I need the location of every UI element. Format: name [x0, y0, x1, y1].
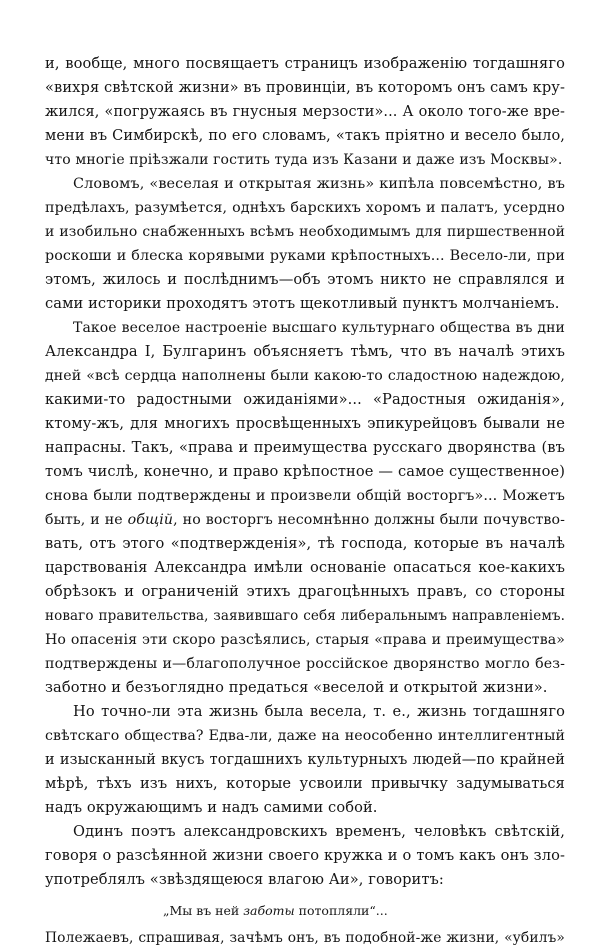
text-line: Но опасенія эти скоро разсѣялись, старыя «права и преимущества»: [45, 632, 565, 648]
paragraph-4: [45, 700, 565, 820]
text-line: что многіе пріѣзжали гостить туда изъ Казани и даже изъ Москвы».: [45, 152, 563, 168]
text-line: употреблялъ «звѣздящеюся влагою Аи», говоритъ:: [45, 871, 444, 888]
paragraph-5: [45, 820, 565, 892]
text-line: вать, отъ этого «подтвержденія», тѣ господа, которые въ началѣ: [45, 535, 565, 552]
quote-emphasized-word: заботы: [243, 903, 295, 918]
paragraph-2: [45, 172, 565, 316]
quote-fragment: потопляли“...: [294, 903, 388, 918]
text-line: Но точно-ли эта жизнь была весела, т. е., жизнь тогдашняго: [73, 703, 565, 720]
text-line-with-emphasis: [45, 508, 565, 532]
text-line: и, вообще, много посвящаетъ страницъ изображенію тогдашняго: [45, 55, 565, 72]
text-line: Одинъ поэтъ александровскихъ временъ, человѣкъ свѣтскій,: [73, 823, 565, 840]
paragraph-3: [45, 316, 565, 700]
text-line: томъ числѣ, конечно, и право крѣпостное — самое существенное): [45, 463, 565, 480]
text-line: жился, «погружаясь въ гнусныя мерзости»... А около того-же вре-: [45, 104, 565, 120]
text-line: предѣлахъ, разумѣется, однѣхъ барскихъ хоромъ и палатъ, усердно: [45, 200, 565, 216]
text-line: сами историки проходятъ этотъ щекотливый пунктъ молчаніемъ.: [45, 295, 560, 312]
text-line: подтверждены и—благополучное россійское дворянство могло без-: [45, 656, 565, 672]
text-line: царствованія Александра имѣли основаніе опасаться кое-какихъ: [45, 559, 565, 576]
text-line: Александра I, Булгаринъ объясняетъ тѣмъ, что въ началѣ этихъ: [45, 343, 565, 360]
text-line: мѣрѣ, тѣхъ изъ нихъ, которые усвоили привычку задумываться: [45, 775, 565, 792]
paragraph-1: [45, 52, 565, 172]
page-text: [45, 52, 565, 950]
text-line: мени въ Симбирскѣ, по его словамъ, «такъ пріятно и весело было,: [45, 128, 565, 144]
text-line: новаго правительства, заявившаго себя либеральнымъ направленіемъ.: [45, 608, 565, 624]
text-line: обрѣзокъ и ограниченій этихъ драгоцѣнныхъ правъ, со стороны: [45, 583, 565, 600]
text-fragment: быть, и не: [45, 512, 128, 528]
text-line: и изысканный вкусъ тогдашнихъ культурныхъ людей—по крайней: [45, 752, 565, 768]
text-line: свѣтскаго общества? Едва-ли, даже на неособенно интеллигентный: [45, 728, 565, 744]
text-line: какими-то радостными ожиданіями»... «Радостныя ожиданія»,: [45, 391, 565, 408]
emphasized-word: общій: [127, 512, 174, 528]
text-line: снова были подтверждены и произвели общій восторгъ»... Можетъ: [45, 488, 565, 504]
text-fragment: , но восторгъ несомнѣнно должны были почувство-: [173, 512, 565, 528]
text-line: ктому-жъ, для многихъ просвѣщенныхъ эпикурейцовъ бывали не: [45, 415, 565, 432]
text-line: дней «всѣ сердца наполнены были какою-то сладостною надеждою,: [45, 368, 565, 384]
quote-fragment: „Мы въ ней: [163, 903, 244, 918]
text-line: этомъ, жилось и послѣднимъ—объ этомъ никто не справлялся и: [45, 271, 565, 288]
text-line: напрасны. Такъ, «права и преимущества русскаго дворянства (въ: [45, 439, 565, 456]
text-line: роскоши и блеска корявыми руками крѣпостныхъ... Весело-ли, при: [45, 248, 565, 264]
text-line: надъ окружающимъ и надъ самими собой.: [45, 799, 378, 816]
verse-quotation: [45, 900, 565, 922]
text-line: «вихря свѣтской жизни» въ провинціи, въ которомъ онъ самъ кру-: [45, 79, 565, 96]
text-line: заботно и безъоглядно предаться «веселой и открытой жизни».: [45, 679, 548, 696]
text-line: Такое веселое настроеніе высшаго культурнаго общества въ дни: [73, 320, 565, 336]
text-line: говоря о разсѣянной жизни своего кружка и о томъ какъ онъ зло-: [45, 847, 565, 864]
text-line: и изобильно снабженныхъ всѣмъ необходимымъ для пиршественной: [45, 224, 565, 240]
text-line: Словомъ, «веселая и открытая жизнь» кипѣла повсемѣстно, въ: [73, 176, 565, 192]
text-line-final: Полежаевъ, спрашивая, зачѣмъ онъ, въ подобной-же жизни, «убилъ»: [45, 930, 565, 946]
